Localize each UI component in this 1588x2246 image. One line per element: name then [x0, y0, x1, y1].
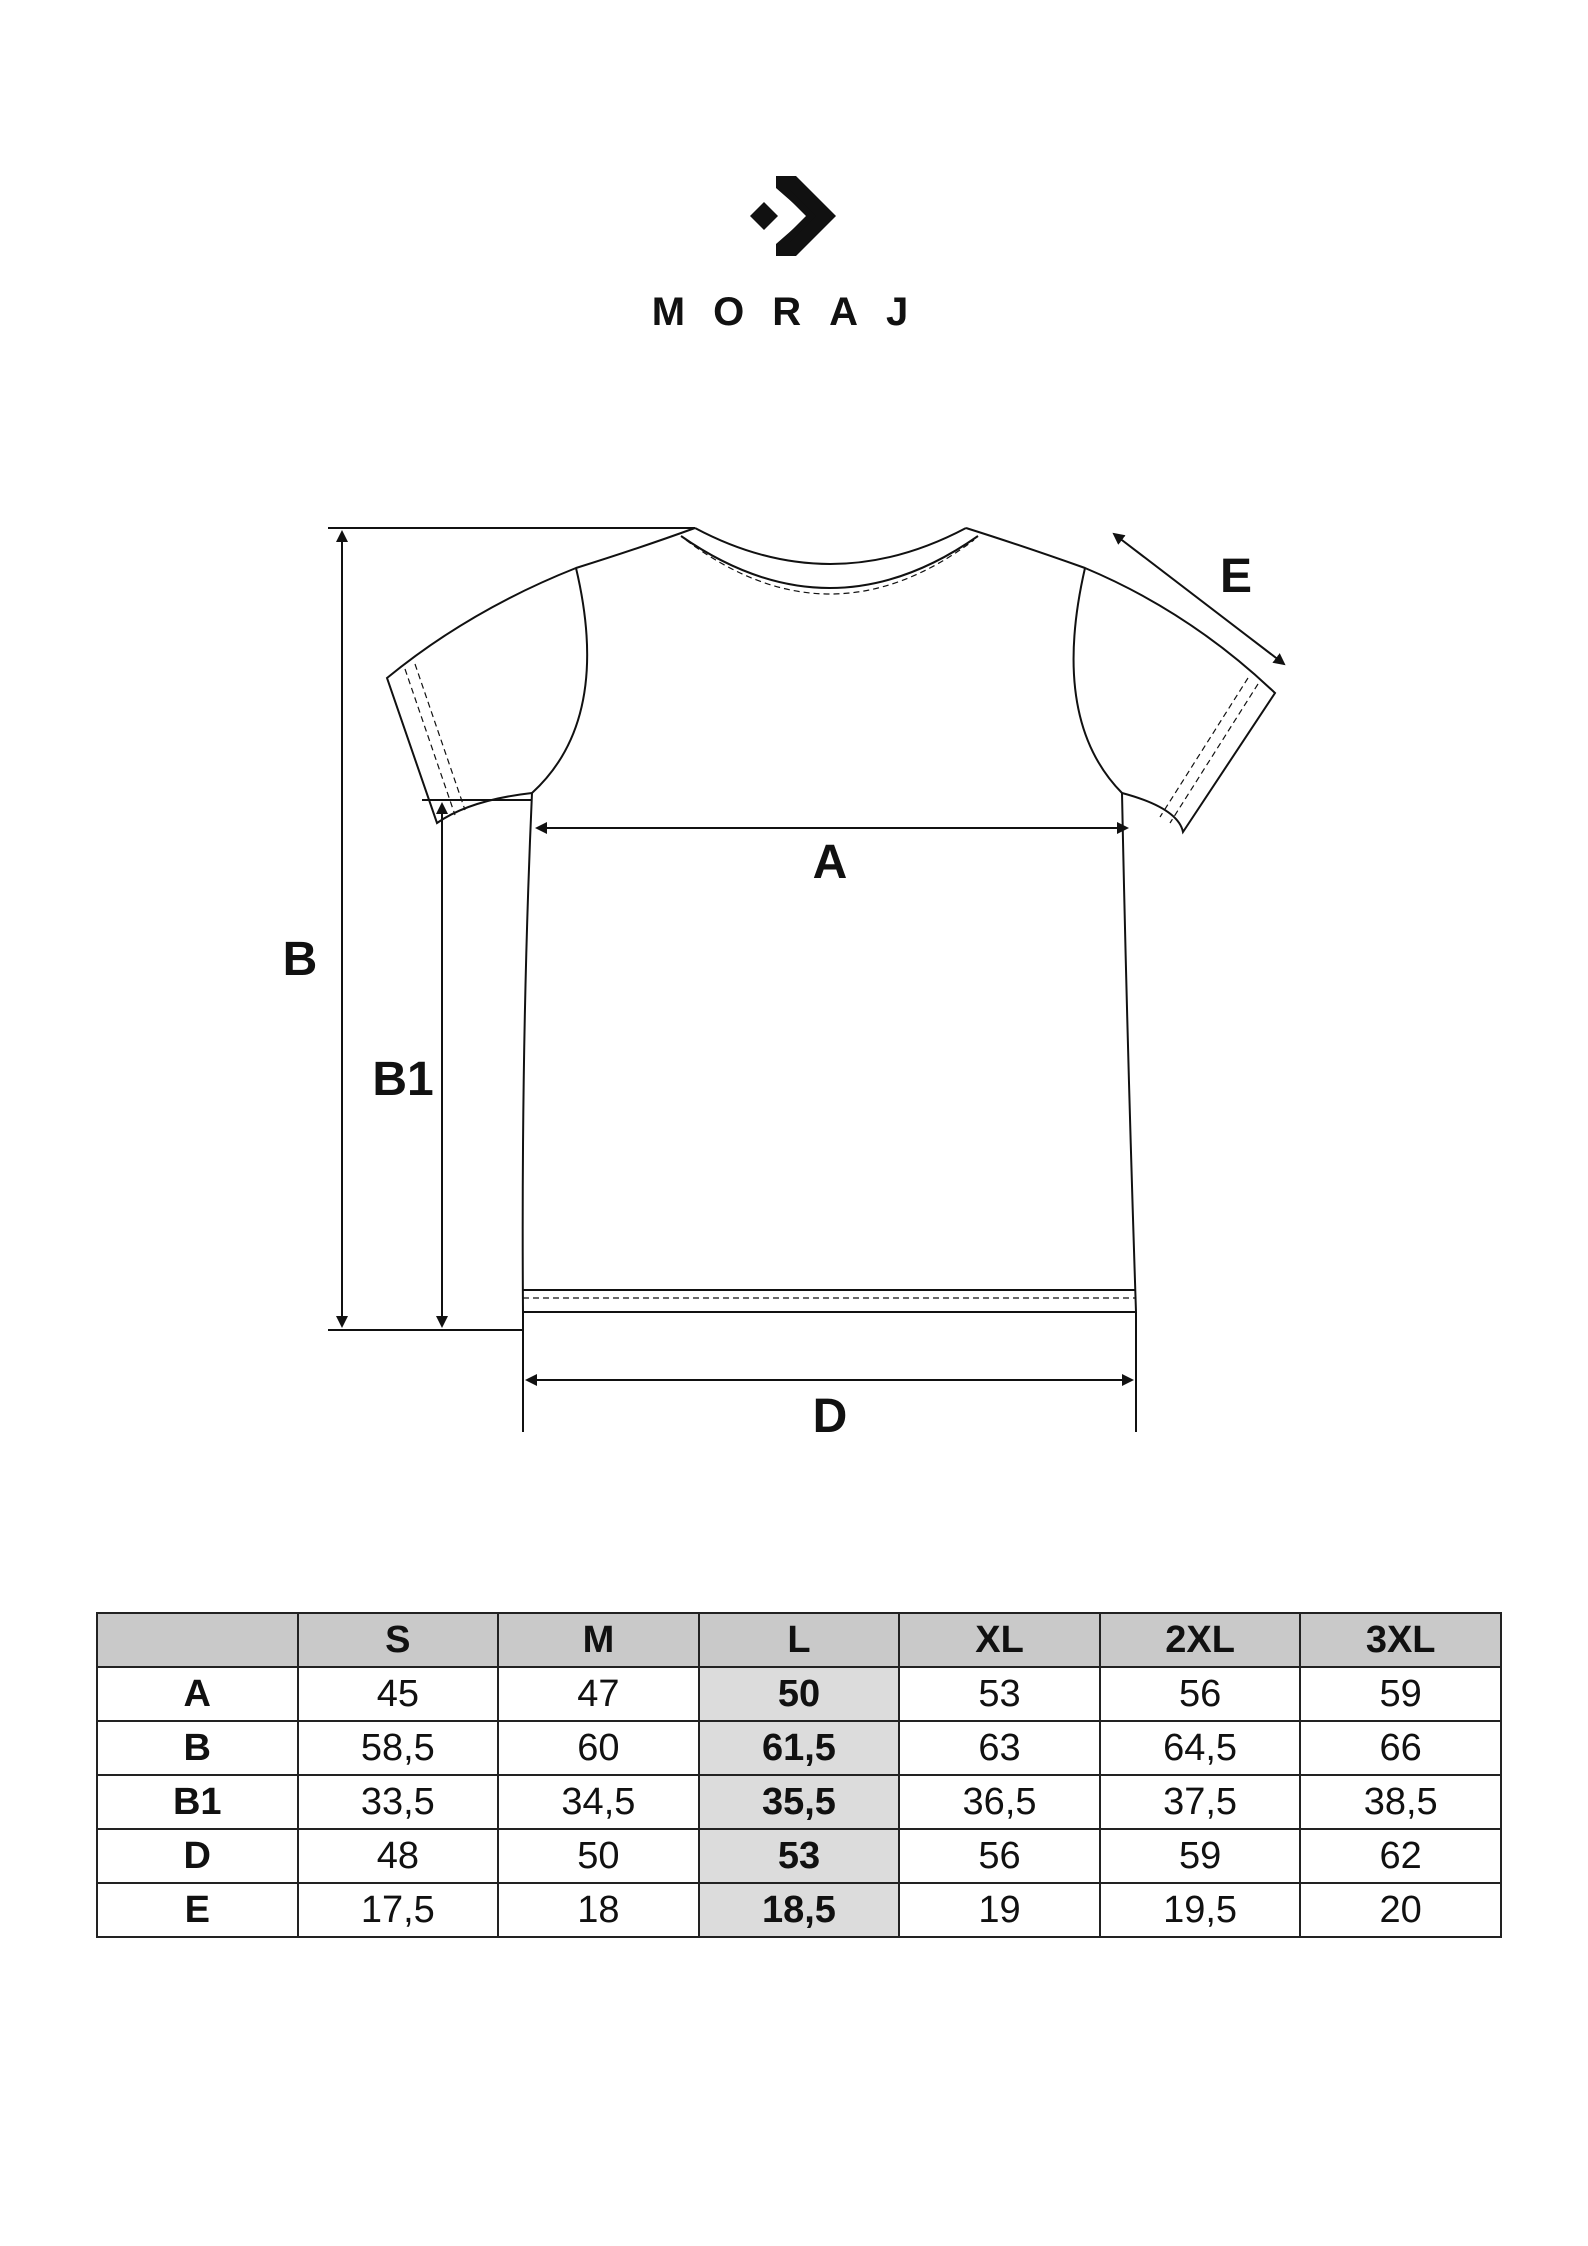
column-header: M	[498, 1613, 699, 1667]
table-row	[97, 1775, 1501, 1829]
size-table	[96, 1612, 1502, 1938]
table-cell: 59	[1100, 1829, 1301, 1883]
brand-name: MORAJ	[651, 290, 937, 334]
column-header: 3XL	[1300, 1613, 1501, 1667]
table-cell: 19	[899, 1883, 1100, 1937]
table-cell-highlighted: 50	[699, 1667, 900, 1721]
table-cell: 56	[1100, 1667, 1301, 1721]
table-cell: 62	[1300, 1829, 1501, 1883]
label-a: A	[812, 836, 848, 889]
table-cell-highlighted: 18,5	[699, 1883, 900, 1937]
table-cell: 50	[498, 1829, 699, 1883]
dimension-lines	[328, 528, 1284, 1432]
table-cell: 64,5	[1100, 1721, 1301, 1775]
table-cell: 33,5	[298, 1775, 499, 1829]
row-label: A	[97, 1667, 298, 1721]
table-cell: 58,5	[298, 1721, 499, 1775]
table-cell: 38,5	[1300, 1775, 1501, 1829]
table-cell: 56	[899, 1829, 1100, 1883]
tshirt-outline	[387, 528, 1275, 1312]
row-label: E	[97, 1883, 298, 1937]
row-label: B	[97, 1721, 298, 1775]
column-header: S	[298, 1613, 499, 1667]
table-cell: 36,5	[899, 1775, 1100, 1829]
table-cell: 18	[498, 1883, 699, 1937]
table-cell: 45	[298, 1667, 499, 1721]
column-header: L	[699, 1613, 900, 1667]
label-b: B	[282, 933, 318, 986]
column-header: 2XL	[1100, 1613, 1301, 1667]
table-row	[97, 1721, 1501, 1775]
table-row	[97, 1829, 1501, 1883]
table-cell: 60	[498, 1721, 699, 1775]
table-row	[97, 1883, 1501, 1937]
table-cell: 48	[298, 1829, 499, 1883]
table-header-row	[97, 1613, 1501, 1667]
table-cell-highlighted: 35,5	[699, 1775, 900, 1829]
table-cell-highlighted: 61,5	[699, 1721, 900, 1775]
table-cell: 20	[1300, 1883, 1501, 1937]
label-b1: B1	[372, 1053, 434, 1106]
corner-cell	[97, 1613, 298, 1667]
table-cell: 59	[1300, 1667, 1501, 1721]
column-header: XL	[899, 1613, 1100, 1667]
label-e: E	[1219, 550, 1253, 603]
row-label: D	[97, 1829, 298, 1883]
table-cell: 34,5	[498, 1775, 699, 1829]
table-cell: 37,5	[1100, 1775, 1301, 1829]
table-row	[97, 1667, 1501, 1721]
table-cell-highlighted: 53	[699, 1829, 900, 1883]
row-label: B1	[97, 1775, 298, 1829]
table-cell: 53	[899, 1667, 1100, 1721]
table-cell: 47	[498, 1667, 699, 1721]
table-cell: 63	[899, 1721, 1100, 1775]
table-cell: 19,5	[1100, 1883, 1301, 1937]
label-d: D	[812, 1390, 848, 1443]
table-cell: 66	[1300, 1721, 1501, 1775]
table-cell: 17,5	[298, 1883, 499, 1937]
